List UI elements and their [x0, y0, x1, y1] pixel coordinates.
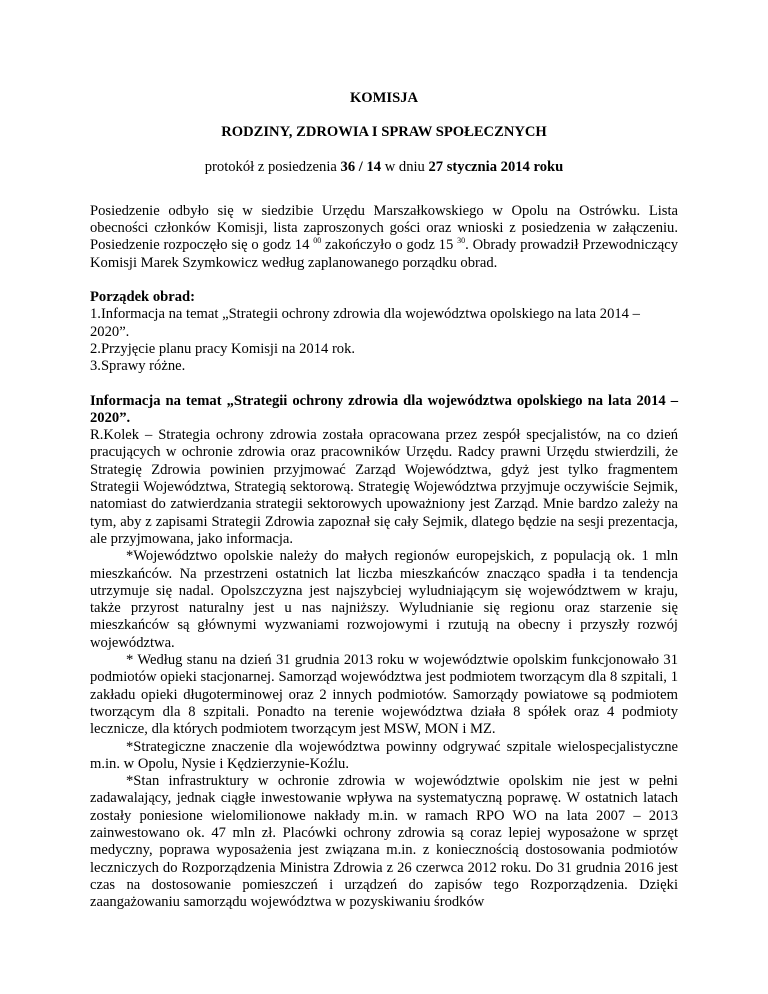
agenda-item: 2.Przyjęcie planu pracy Komisji na 2014 rok. — [90, 340, 356, 357]
document-page — [90, 80, 678, 911]
subtitle-mid: w dniu — [381, 158, 429, 175]
section-heading: Informacja na temat „Strategii ochrony zdrowia dla województwa opolskiego na lata 2014 – 2020”. — [90, 392, 678, 426]
protocol-number: 36 / 14 — [340, 158, 382, 175]
document-title: KOMISJA — [349, 90, 419, 106]
section-paragraph: * Według stanu na dzień 31 grudnia 2013 roku w województwie opolskim funkcjonowało 31 podmiotów opieki stacjonarnej. Samorząd województwa jest podmiotem tworzącym dla 8 szpitali, 1 zakładu opieki długoterminowej oraz 2 innych podmiotów. Samorządy powiatowe są podmiotem tworzącym dla 8 szpitali. Ponadto na terenie województwa działa 8 spółek oraz 4 podmioty lecznicze, dla których podmiotem tworzącym jest MSW, MON i MZ. — [90, 652, 678, 738]
intro-text-2: zakończyło o godz 15 — [321, 237, 458, 254]
start-minutes: 00 — [313, 236, 322, 246]
section-paragraph: *Województwo opolskie należy do małych regionów europejskich, z populacją ok. 1 mln mieszkańców. Na przestrzeni ostatnich lat liczba mieszkańców znacząco spadła i ta tendencja utrzymuje się nadal. Opolszczyzna jest najszybciej wyludniającym się województwem w kraju, także przyrost naturalny jest u nas najniższy. Wyludnianie się regionu oraz starzenie się mieszkańców są głównymi wyzwaniami rozwojowymi i rzutują na obecny i przyszły rozwój województwa. — [90, 548, 678, 651]
agenda-item: 3.Sprawy różne. — [90, 358, 186, 375]
intro-paragraph — [90, 203, 678, 272]
subtitle-prefix: protokół z posiedzenia — [204, 158, 341, 175]
agenda-heading: Porządek obrad: — [90, 289, 195, 306]
section-paragraph: *Strategiczne znaczenie dla województwa powinny odgrywać szpitale wielospecjalistyczne m.in. w Opolu, Nysie i Kędzierzynie-Koźlu. — [90, 738, 678, 772]
protocol-subtitle — [90, 159, 678, 176]
section-paragraph: *Stan infrastruktury w ochronie zdrowia w województwie opolskim nie jest w pełni zadawalający, jednak ciągłe inwestowanie wpływa na systematyczną poprawę. W ostatnich latach zostały poniesione wielomilionowe nakłady m.in. w ramach RPO WO na lata 2007 – 2013 zainwestowano ok. 47 mln zł. Placówki ochrony zdrowia są coraz lepiej wyposażone w sprzęt medyczny, poprawa wyposażenia jest związana m.in. z koniecznością dostosowania podmiotów leczniczych do Rozporządzenia Ministra Zdrowia z 26 czerwca 2012 roku. Do 31 grudnia 2016 jest czas na dostosowanie pomieszczeń i urządzeń do zapisów tego Rozporządzenia. Dzięki zaangażowaniu samorządu województwa w pozyskiwaniu środków — [90, 773, 678, 911]
committee-name: RODZINY, ZDROWIA I SPRAW SPOŁECZNYCH — [221, 124, 547, 141]
protocol-date: 27 stycznia 2014 roku — [428, 158, 564, 175]
intro-text-1: Posiedzenie odbyło się w siedzibie Urzędu Marszałkowskiego w Opolu na Ostrówku. Lista obecności członków Komisji, lista zaproszonych gości oraz wnioski z posiedzenia w załączeniu. Posiedzenie rozpoczęło się o godz 14 — [90, 202, 678, 254]
section-paragraph: R.Kolek – Strategia ochrony zdrowia została opracowana przez zespół specjalistów, na co dzień pracujących w ochronie zdrowia oraz pracowników Urzędu. Radcy prawni Urzędu stwierdzili, że Strategię Zdrowia powinien przyjmować Zarząd Województwa, gdyż jest tylko fragmentem Strategii Województwa, Strategią sektorową. Strategię Województwa przyjmuje oczywiście Sejmik, natomiast do zatwierdzania strategii sektorowych upoważniony jest Zarząd. Mnie bardzo zależy na tym, aby z zapisami Strategii Zdrowia zapoznał się cały Sejmik, dlatego będzie na sesji prezentacja, ale przyjmowana, jako informacja. — [90, 427, 678, 547]
end-minutes: 30 — [457, 236, 466, 246]
agenda-item: 1.Informacja na temat „Strategii ochrony zdrowia dla województwa opolskiego na lata 2014 – 2020”. — [90, 306, 640, 340]
intro-text-3: . Obrady prowadził Przewodniczący Komisji Marek Szymkowicz według zaplanowanego porządku obrad. — [90, 237, 678, 271]
